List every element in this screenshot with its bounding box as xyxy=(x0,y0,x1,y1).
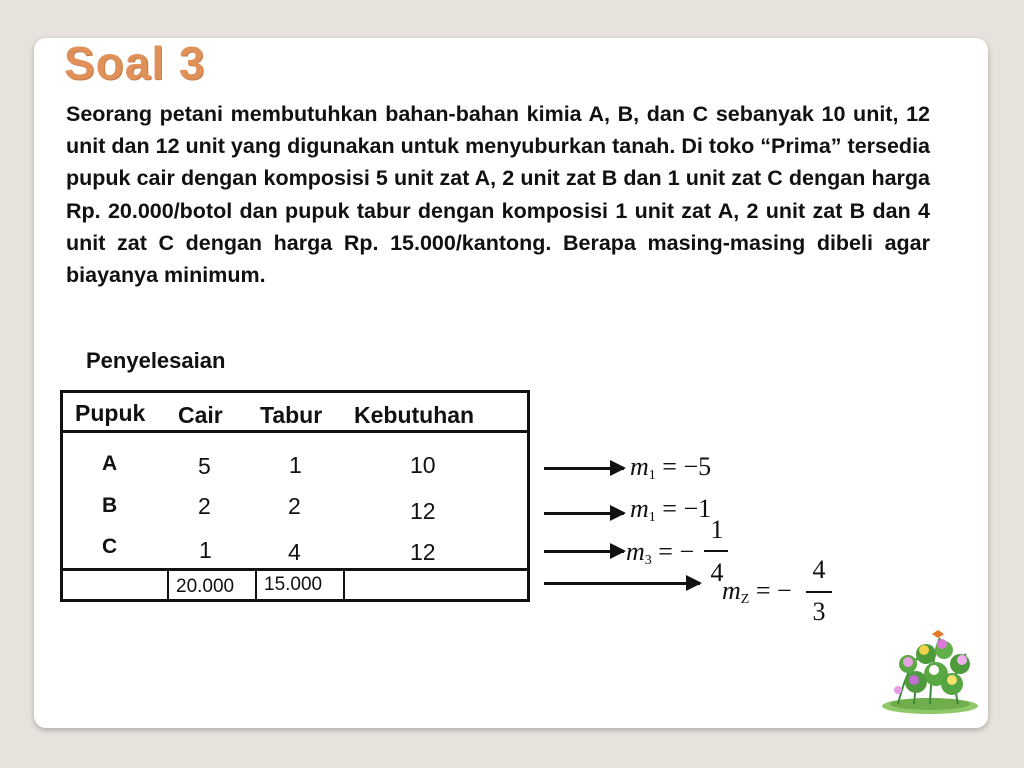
slide-title: Soal 3 xyxy=(64,37,206,89)
cell-kebutuhan-b: 12 xyxy=(410,498,436,524)
cell-cair-c: 1 xyxy=(199,537,212,563)
fraction-mz-numerator: 4 xyxy=(812,555,826,584)
cell-tabur-c: 4 xyxy=(288,539,301,565)
arrow-right-icon xyxy=(544,467,624,470)
row-label-b: B xyxy=(102,494,118,517)
arrow-right-icon xyxy=(544,550,624,553)
arrow-right-icon xyxy=(544,512,624,515)
cell-cair-b: 2 xyxy=(198,493,211,519)
solution-heading: Penyelesaian xyxy=(86,348,226,373)
equation-m1-b: $m_1 = -1$ xyxy=(630,494,712,525)
header-cair: Cair xyxy=(178,402,223,428)
header-tabur: Tabur xyxy=(260,402,323,428)
table-col-divider xyxy=(255,568,257,602)
cell-kebutuhan-c: 12 xyxy=(410,539,436,565)
fraction-m3-numerator: 1 xyxy=(710,515,724,544)
arrow-right-icon xyxy=(544,582,700,585)
header-kebutuhan: Kebutuhan xyxy=(354,402,475,428)
cell-cair-a: 5 xyxy=(198,453,211,479)
cell-tabur-a: 1 xyxy=(289,452,302,478)
fraction-mz-denominator: 3 xyxy=(812,597,826,626)
fraction-m3-denominator: 4 xyxy=(710,558,724,587)
equation-m1-a: $m_1 = -5$ xyxy=(630,452,712,483)
price-cair: 20.000 xyxy=(176,576,235,597)
row-label-a: A xyxy=(102,452,118,475)
table-header-divider xyxy=(60,430,530,433)
cell-kebutuhan-a: 10 xyxy=(410,452,436,478)
fraction-mz-bar xyxy=(806,591,832,593)
cell-tabur-b: 2 xyxy=(288,493,301,519)
problem-paragraph: Seorang petani membutuhkan bahan-bahan kimia A, B, dan C sebanyak 10 unit, 12 unit dan 12 unit yang digunakan untuk menyuburkan tanah. Di toko “Prima” tersedia pupuk cair dengan komposisi 5 unit zat A, 2 unit zat B dan 1 unit zat C dengan harga Rp. 20.000/botol dan pupuk tabur dengan komposisi 1 unit zat A, 2 unit zat B dan 4 unit zat C dengan harga Rp. 15.000/kantong. Berapa masing-masing dibeli agar biayanya minimum. xyxy=(66,102,930,288)
table-price-divider xyxy=(60,568,530,571)
row-label-c: C xyxy=(102,535,118,558)
table-col-divider xyxy=(343,568,345,602)
price-tabur: 15.000 xyxy=(264,574,323,595)
table-col-divider xyxy=(167,568,169,602)
flower-bush-icon xyxy=(878,624,982,716)
fraction-m3-bar xyxy=(704,550,728,552)
equation-mz: $m_Z$ = − xyxy=(722,576,792,607)
header-pupuk: Pupuk xyxy=(75,400,146,426)
equation-m3: $m_3$ = − xyxy=(626,537,695,568)
